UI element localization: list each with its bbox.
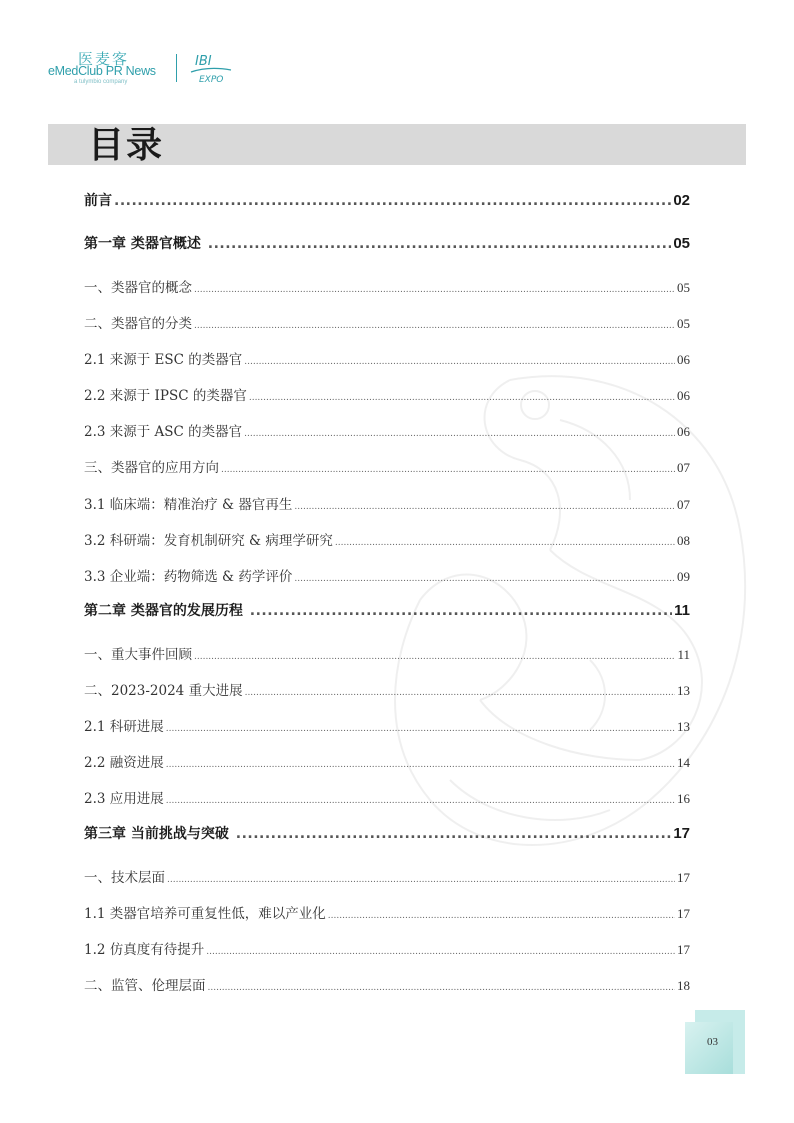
toc-entry-label: 3.1 临床端：精准治疗 & 器官再生 (84, 497, 293, 513)
toc-entry-page-number: 05 (673, 235, 690, 252)
expo-logo-bottom-text: EXPO (199, 75, 224, 85)
toc-dot-leader (166, 760, 675, 770)
toc-entry-page-number: 11 (674, 602, 690, 619)
toc-section-entry[interactable] (84, 751, 690, 771)
toc-dot-leader (206, 947, 675, 957)
toc-entry-page-number: 08 (677, 533, 690, 548)
toc-dot-leader (249, 393, 675, 403)
toc-dot-leader (166, 724, 675, 734)
toc-entry-page-number: 07 (677, 460, 690, 475)
toc-section-entry[interactable] (84, 715, 690, 735)
toc-entry-label: 二、2023-2024 重大进展 (84, 683, 243, 699)
toc-section-entry[interactable] (84, 312, 690, 332)
toc-entry-page-number: 13 (677, 683, 690, 698)
toc-section-entry[interactable] (84, 276, 690, 296)
toc-entry-page-number: 05 (677, 280, 690, 295)
toc-entry-label: 2.3 来源于 ASC 的类器官 (84, 424, 243, 440)
toc-entry-page-number: 17 (673, 825, 690, 842)
toc-dot-leader (221, 465, 675, 475)
toc-entry-page-number: 17 (677, 870, 690, 885)
toc-dot-leader (244, 357, 675, 367)
toc-dot-leader (194, 321, 675, 331)
toc-section-entry[interactable] (84, 493, 690, 513)
toc-entry-page-number: 05 (677, 316, 690, 331)
toc-entry-page-number: 11 (677, 647, 690, 662)
toc-dot-leader (244, 429, 675, 439)
toc-entry-page-number: 14 (677, 755, 690, 770)
toc-entry-label: 3.2 科研端：发育机制研究 & 病理学研究 (84, 533, 333, 549)
page-title: 目录 (88, 125, 165, 166)
toc-entry-label: 前言 (84, 193, 112, 209)
toc-entry-page-number: 06 (677, 388, 690, 403)
toc-entry-label: 第一章 类器官概述 (84, 236, 206, 252)
logo-divider (176, 54, 177, 82)
toc-entry-label: 2.1 来源于 ESC 的类器官 (84, 352, 243, 368)
toc-dot-leader (335, 538, 675, 548)
toc-section-entry[interactable] (84, 565, 690, 585)
toc-entry-page-number: 07 (677, 497, 690, 512)
toc-entry-label: 一、重大事件回顾 (84, 647, 192, 663)
toc-entry-label: 一、技术层面 (84, 870, 165, 886)
toc-dot-leader (166, 796, 675, 806)
toc-chapter-entry[interactable] (84, 190, 690, 210)
logo-tagline: a tulymbio company (74, 79, 128, 85)
toc-entry-label: 一、类器官的概念 (84, 280, 192, 296)
toc-section-entry[interactable] (84, 420, 690, 440)
toc-dot-leader (208, 236, 672, 252)
title-band (48, 124, 746, 165)
toc-entry-page-number: 18 (677, 978, 690, 993)
toc-entry-page-number: 17 (677, 942, 690, 957)
toc-entry-label: 3.3 企业端：药物筛选 & 药学评价 (84, 569, 293, 585)
toc-entry-label: 2.1 科研进展 (84, 719, 164, 735)
toc-dot-leader (236, 826, 672, 842)
toc-entry-page-number: 09 (677, 569, 690, 584)
toc-dot-leader (167, 875, 675, 885)
toc-entry-label: 2.3 应用进展 (84, 791, 164, 807)
toc-section-entry[interactable] (84, 902, 690, 922)
ibi-expo-logo (185, 50, 237, 86)
toc-section-entry[interactable] (84, 529, 690, 549)
page-number: 03 (707, 1036, 718, 1048)
toc-entry-page-number: 02 (673, 192, 690, 209)
toc-entry-label: 第二章 类器官的发展历程 (84, 603, 248, 619)
toc-section-entry[interactable] (84, 974, 690, 994)
toc-section-entry[interactable] (84, 938, 690, 958)
brand-logo (48, 48, 248, 90)
toc-dot-leader (114, 193, 671, 209)
toc-entry-label: 二、类器官的分类 (84, 316, 192, 332)
toc-section-entry[interactable] (84, 787, 690, 807)
toc-section-entry[interactable] (84, 456, 690, 476)
toc-section-entry[interactable] (84, 866, 690, 886)
toc-dot-leader (250, 603, 672, 619)
toc-section-entry[interactable] (84, 679, 690, 699)
toc-entry-page-number: 06 (677, 352, 690, 367)
toc-section-entry[interactable] (84, 643, 690, 663)
toc-entry-page-number: 16 (677, 791, 690, 806)
toc-entry-page-number: 06 (677, 424, 690, 439)
toc-dot-leader (294, 502, 675, 512)
page-number-tab (685, 1010, 745, 1074)
toc-dot-leader (208, 983, 676, 993)
toc-entry-label: 2.2 融资进展 (84, 755, 164, 771)
toc-chapter-entry[interactable] (84, 233, 690, 253)
toc-dot-leader (194, 652, 675, 662)
toc-chapter-entry[interactable] (84, 600, 690, 620)
toc-dot-leader (245, 688, 675, 698)
logo-chinese-name: 医麦客 (78, 50, 130, 68)
toc-entry-page-number: 17 (677, 906, 690, 921)
toc-section-entry[interactable] (84, 348, 690, 368)
toc-entry-label: 第三章 当前挑战与突破 (84, 826, 234, 842)
logo-english-name: eMedClub PR News (48, 64, 156, 78)
page-tab-front-shape (685, 1022, 733, 1074)
toc-dot-leader (194, 285, 675, 295)
toc-dot-leader (328, 911, 675, 921)
toc-section-entry[interactable] (84, 384, 690, 404)
toc-entry-label: 1.1 类器官培养可重复性低，难以产业化 (84, 906, 326, 922)
toc-entry-label: 1.2 仿真度有待提升 (84, 942, 205, 958)
toc-chapter-entry[interactable] (84, 823, 690, 843)
toc-entry-label: 二、监管、伦理层面 (84, 978, 206, 994)
toc-entry-page-number: 13 (677, 719, 690, 734)
toc-entry-label: 三、类器官的应用方向 (84, 460, 219, 476)
toc-dot-leader (294, 574, 675, 584)
expo-logo-top-text: IBI (195, 54, 212, 69)
toc-entry-label: 2.2 来源于 IPSC 的类器官 (84, 388, 247, 404)
